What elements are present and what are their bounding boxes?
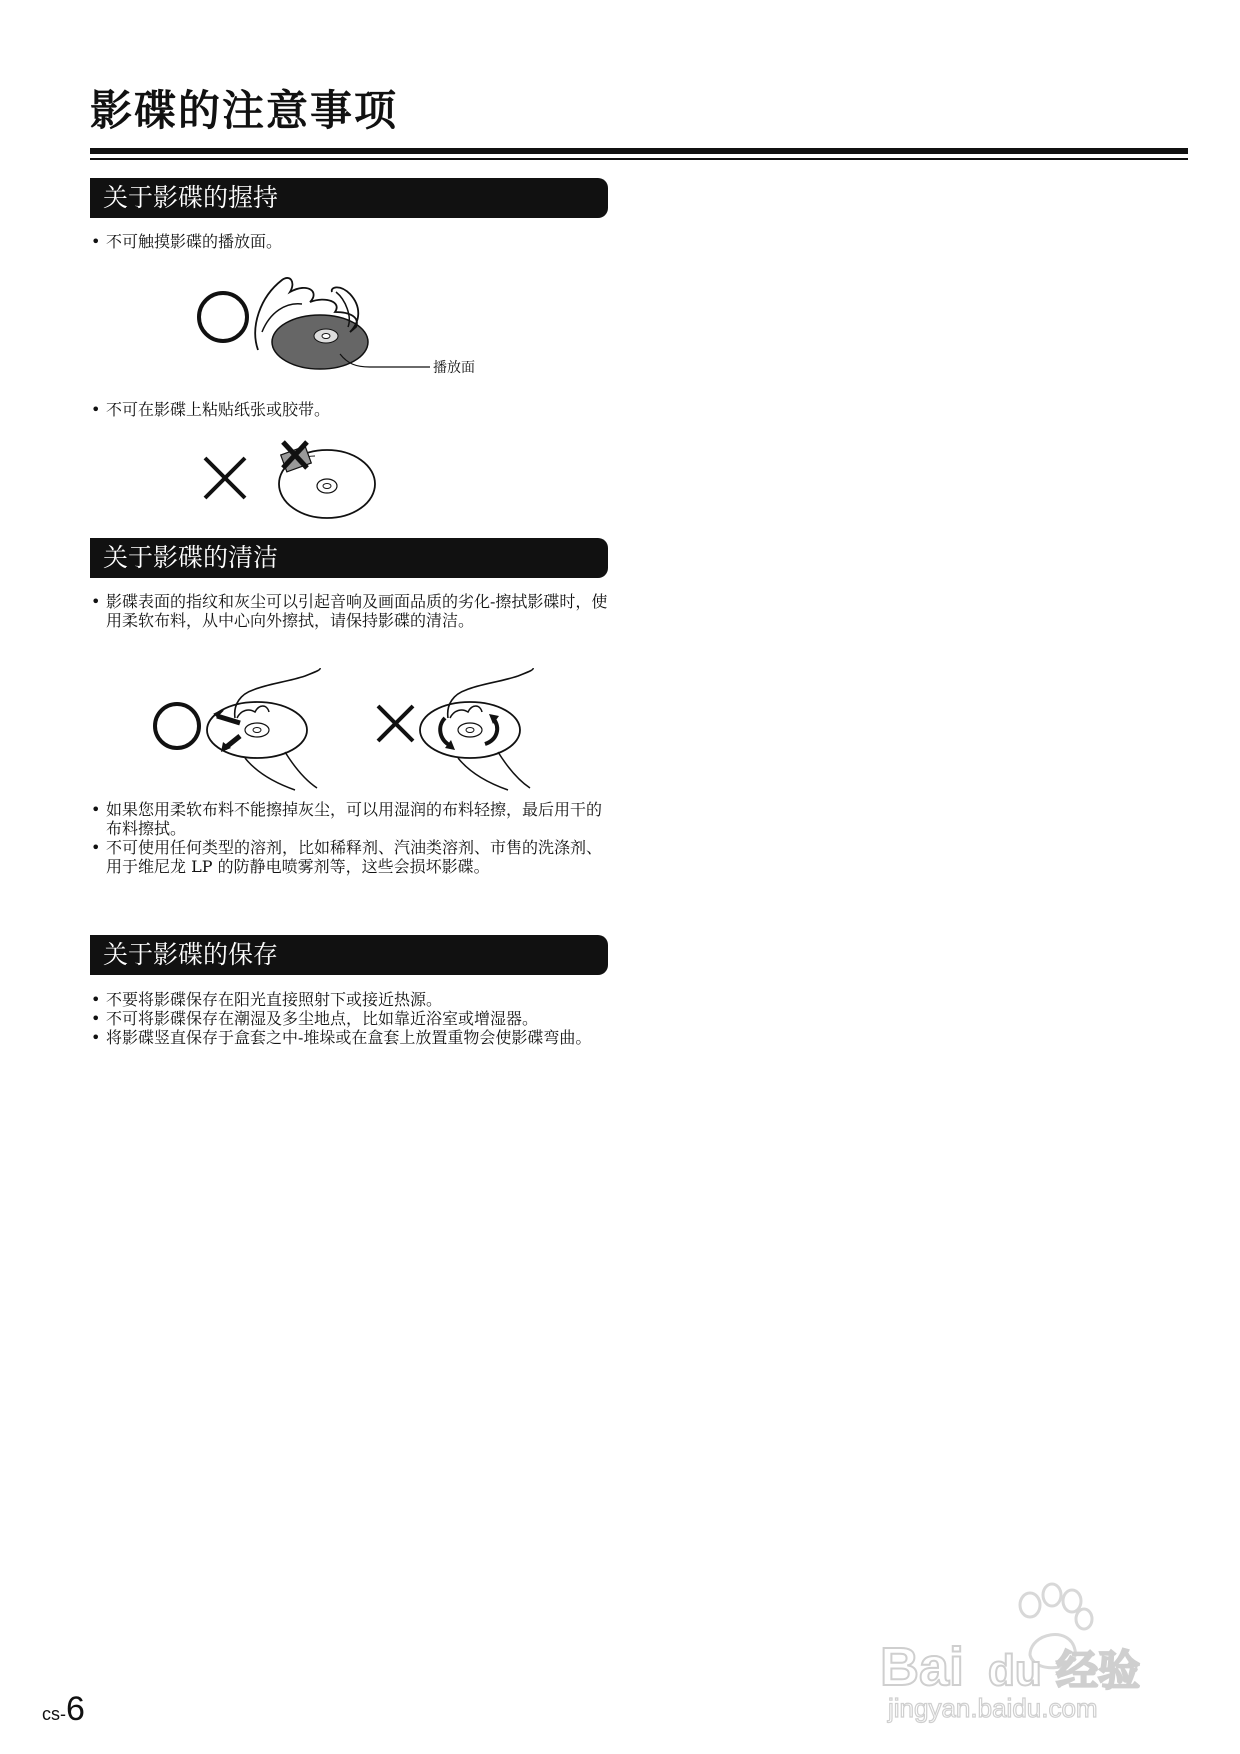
section-heading-cleaning: 关于影碟的清洁 [90,538,608,578]
title-rule-thin [90,158,1188,160]
bullet-list-handling-1 [90,232,610,251]
circle-ok-icon [155,704,199,748]
svg-text:Bai: Bai [880,1637,965,1697]
cross-ng-icon [378,706,413,741]
section-heading-handling: 关于影碟的握持 [90,178,608,218]
list-item: • 不可将影碟保存在潮湿及多尘地点，比如靠近浴室或增湿器。 [91,1009,539,1028]
page-number [42,1690,85,1729]
title-rule-thick [90,148,1188,154]
disc-touch-illustration [190,272,490,382]
list-item: • 将影碟竖直保存于盒套之中-堆垛或在盒套上放置重物会使影碟弯曲。 [91,1028,592,1047]
bullet-list-cleaning-1 [90,592,610,630]
list-item: • 如果您用柔软布料不能擦掉灰尘，可以用湿润的布料轻擦，最后用干的布料擦拭。 [91,800,603,838]
svg-text:du: du [988,1646,1042,1695]
list-item: • 不可使用任何类型的溶剂，比如稀释剂、汽油类溶剂、市售的洗涤剂、用于维尼龙 LP 的防静电喷雾剂等，这些会损坏影碟。 [91,838,603,876]
list-item: • 不可触摸影碟的播放面。 [91,232,283,251]
bullet-list-storage [90,990,610,1047]
disc-icon [420,702,520,758]
section-heading-storage: 关于影碟的保存 [90,935,608,975]
playback-side-label: 播放面 [433,360,475,376]
svg-text:jingyan.baidu.com: jingyan.baidu.com [888,1693,1098,1723]
disc-cleaning-illustration [145,668,545,793]
svg-text:经验: 经验 [1056,1646,1141,1695]
page-number-prefix: cs- [42,1704,66,1724]
bullet-list-cleaning-2 [90,800,610,876]
page-number-value: 6 [66,1690,85,1728]
list-item: • 影碟表面的指纹和灰尘可以引起音响及画面品质的劣化-擦拭影碟时，使用柔软布料，从中心向外擦拭，请保持影碟的清洁。 [91,592,608,630]
page-title: 影碟的注意事项 [90,86,399,135]
list-item: • 不可在影碟上粘贴纸张或胶带。 [91,400,331,419]
bullet-list-handling-2 [90,400,610,419]
list-item: • 不要将影碟保存在阳光直接照射下或接近热源。 [91,990,443,1009]
disc-tape-illustration [195,438,395,526]
circle-ok-icon [199,293,247,341]
baidu-jingyan-watermark [870,1575,1170,1725]
cross-ng-icon [205,458,245,498]
